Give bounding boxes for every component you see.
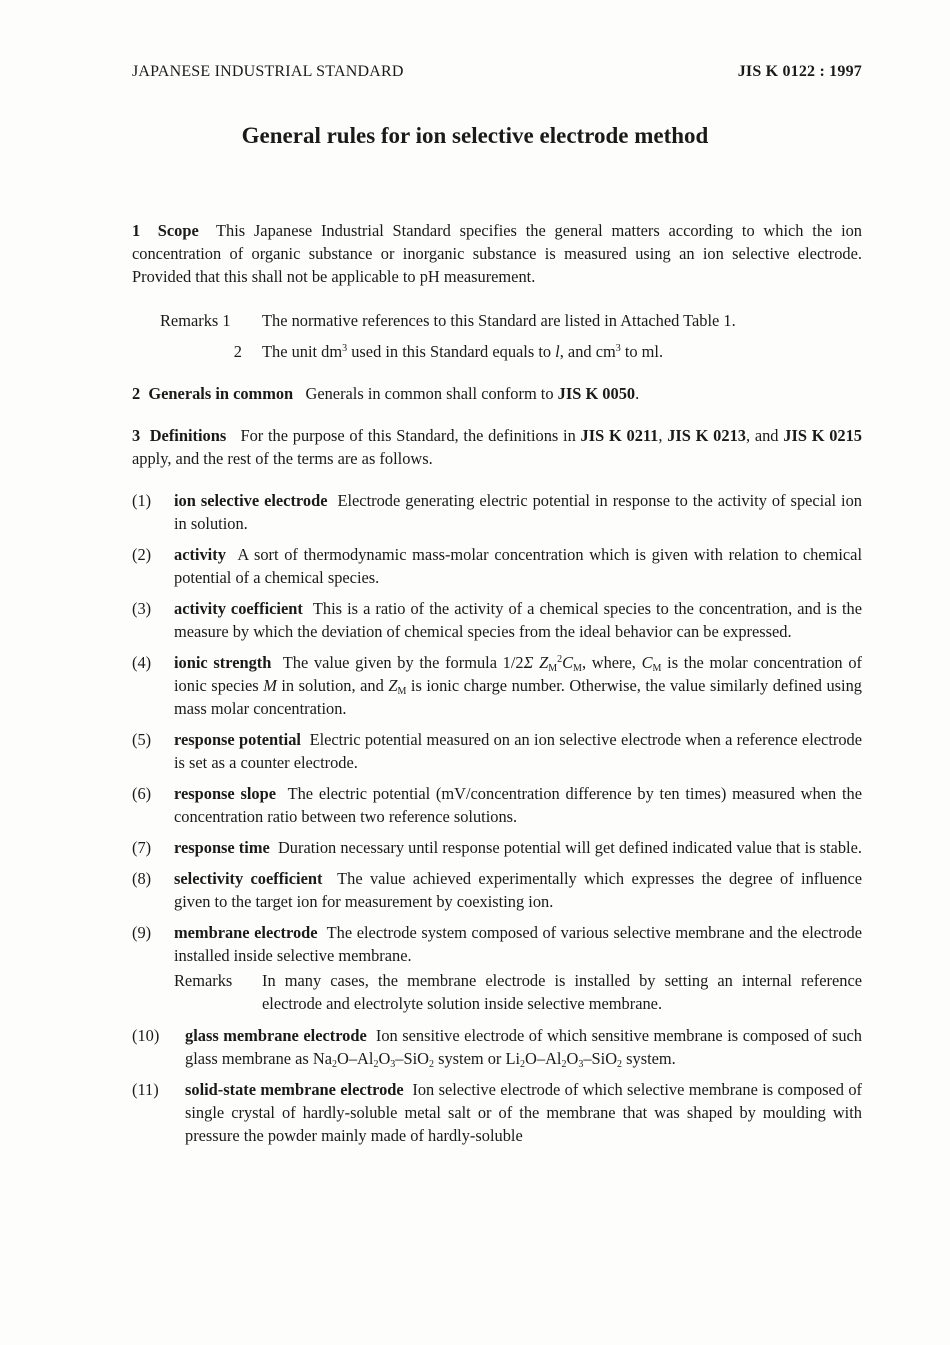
section-heading: Definitions [149, 426, 227, 445]
definition-item: (1) ion selective electrode Electrode generating electric potential in response to the activity of special ion in solution. [132, 491, 862, 533]
defined-term: glass membrane electrode [185, 1026, 367, 1045]
section-text: This Japanese Industrial Standard specifies the general matters according to which the ion concentration of organic substance or inorganic substance is measured using an ion selective electrode. Provided that this shall not be applicable to pH measurement. [132, 221, 863, 286]
section-heading: Scope [157, 221, 199, 240]
defined-term: solid-state membrane electrode [185, 1080, 404, 1099]
definition-item: (3) activity coefficient This is a ratio of the activity of a chemical species to the concentration, and is the measure by which the deviation of chemical species from the ideal behavior can be expressed. [132, 599, 862, 641]
remark-2-number: 2 [233, 342, 242, 361]
defined-term: response slope [174, 784, 277, 803]
definition-item: (5) response potential Electric potential measured on an ion selective electrode when a reference electrode is set as a counter electrode. [132, 730, 862, 772]
section-number: 1 [132, 221, 141, 240]
standard-reference: JIS K 0213 [667, 426, 746, 445]
defined-term: ionic strength [174, 653, 272, 672]
defined-term: ion selective electrode [174, 491, 328, 510]
defined-term: response time [174, 838, 270, 857]
remark-2-text: The unit $dm^3$ used in this Standard equals to l, and $cm^3$ to ml. [262, 342, 664, 361]
definition-remark: Remarks In many cases, the membrane electrode is installed by setting an internal reference electrode and electrolyte solution inside selective membrane. [174, 971, 862, 1013]
defined-term: activity [174, 545, 226, 564]
scope-remarks [160, 309, 862, 363]
definition-item: (6) response slope The electric potential (mV/concentration difference by ten times) measured when the concentration ratio between two reference solutions. [132, 784, 862, 826]
remarks-label: Remarks [174, 971, 233, 990]
page-header [132, 63, 862, 81]
section-number: 2 [132, 384, 141, 403]
section-number: 3 [132, 426, 141, 445]
defined-term: activity coefficient [174, 599, 303, 618]
definition-item: (9) membrane electrode The electrode system composed of various selective membrane and the electrode installed inside selective membrane. [132, 923, 862, 965]
standard-reference: JIS K 0211 [580, 426, 659, 445]
definition-item: (8) selectivity coefficient The value achieved experimentally which expresses the degree of influence given to the target ion for measurement by coexisting ion. [132, 869, 862, 911]
document-title: General rules for ion selective electrode method [241, 123, 709, 148]
header-standard-name: JAPANESE INDUSTRIAL STANDARD [132, 63, 404, 80]
standard-reference: JIS K 0050 [557, 384, 636, 403]
section-generals: 2 Generals in common Generals in common shall conform to JIS K 0050. [132, 384, 640, 403]
section-scope [132, 219, 862, 288]
remark-1-text: The normative references to this Standard are listed in Attached Table 1. [262, 311, 736, 330]
section-definitions: 3 Definitions For the purpose of this Standard, the definitions in JIS K 0211, JIS K 0213, and JIS K 0215 apply, and the rest of the terms are as follows. [132, 426, 862, 468]
remarks-label: Remarks 1 [160, 311, 231, 330]
defined-term: response potential [174, 730, 301, 749]
definition-item: (4) ionic strength The value given by the formula 1/2Σ $Z_M^2C_M$, where, $C_M$ is the molar concentration of ionic species M in solution, and $Z_M$ is ionic charge number. Otherwise, the value similarly defined using mass molar concentration. [132, 653, 862, 718]
document-body [132, 219, 862, 1155]
defined-term: membrane electrode [174, 923, 318, 942]
definition-item: (2) activity A sort of thermodynamic mass-molar concentration which is given with relation to chemical potential of a chemical species. [132, 545, 862, 587]
header-standard-number: JIS K 0122 : 1997 [737, 63, 862, 80]
section-heading: Generals in common [148, 384, 294, 403]
standard-reference: JIS K 0215 [783, 426, 862, 445]
definition-item: (7) response time Duration necessary until response potential will get defined indicated value that is stable. [132, 838, 862, 857]
defined-term: selectivity coefficient [174, 869, 323, 888]
definition-item: (10) glass membrane electrode Ion sensitive electrode of which sensitive membrane is composed of such glass membrane as $Na_2O-Al_2O_3-SiO_2$ system or $Li_2O-Al_2O_3-SiO_2$ system. [132, 1026, 862, 1070]
definition-item: (11) solid-state membrane electrode Ion selective electrode of which selective membrane is composed of single crystal of hardly-soluble metal salt or of the membrane that was shaped by moulding with pressure the powder mainly made of hardly-soluble [132, 1080, 862, 1145]
